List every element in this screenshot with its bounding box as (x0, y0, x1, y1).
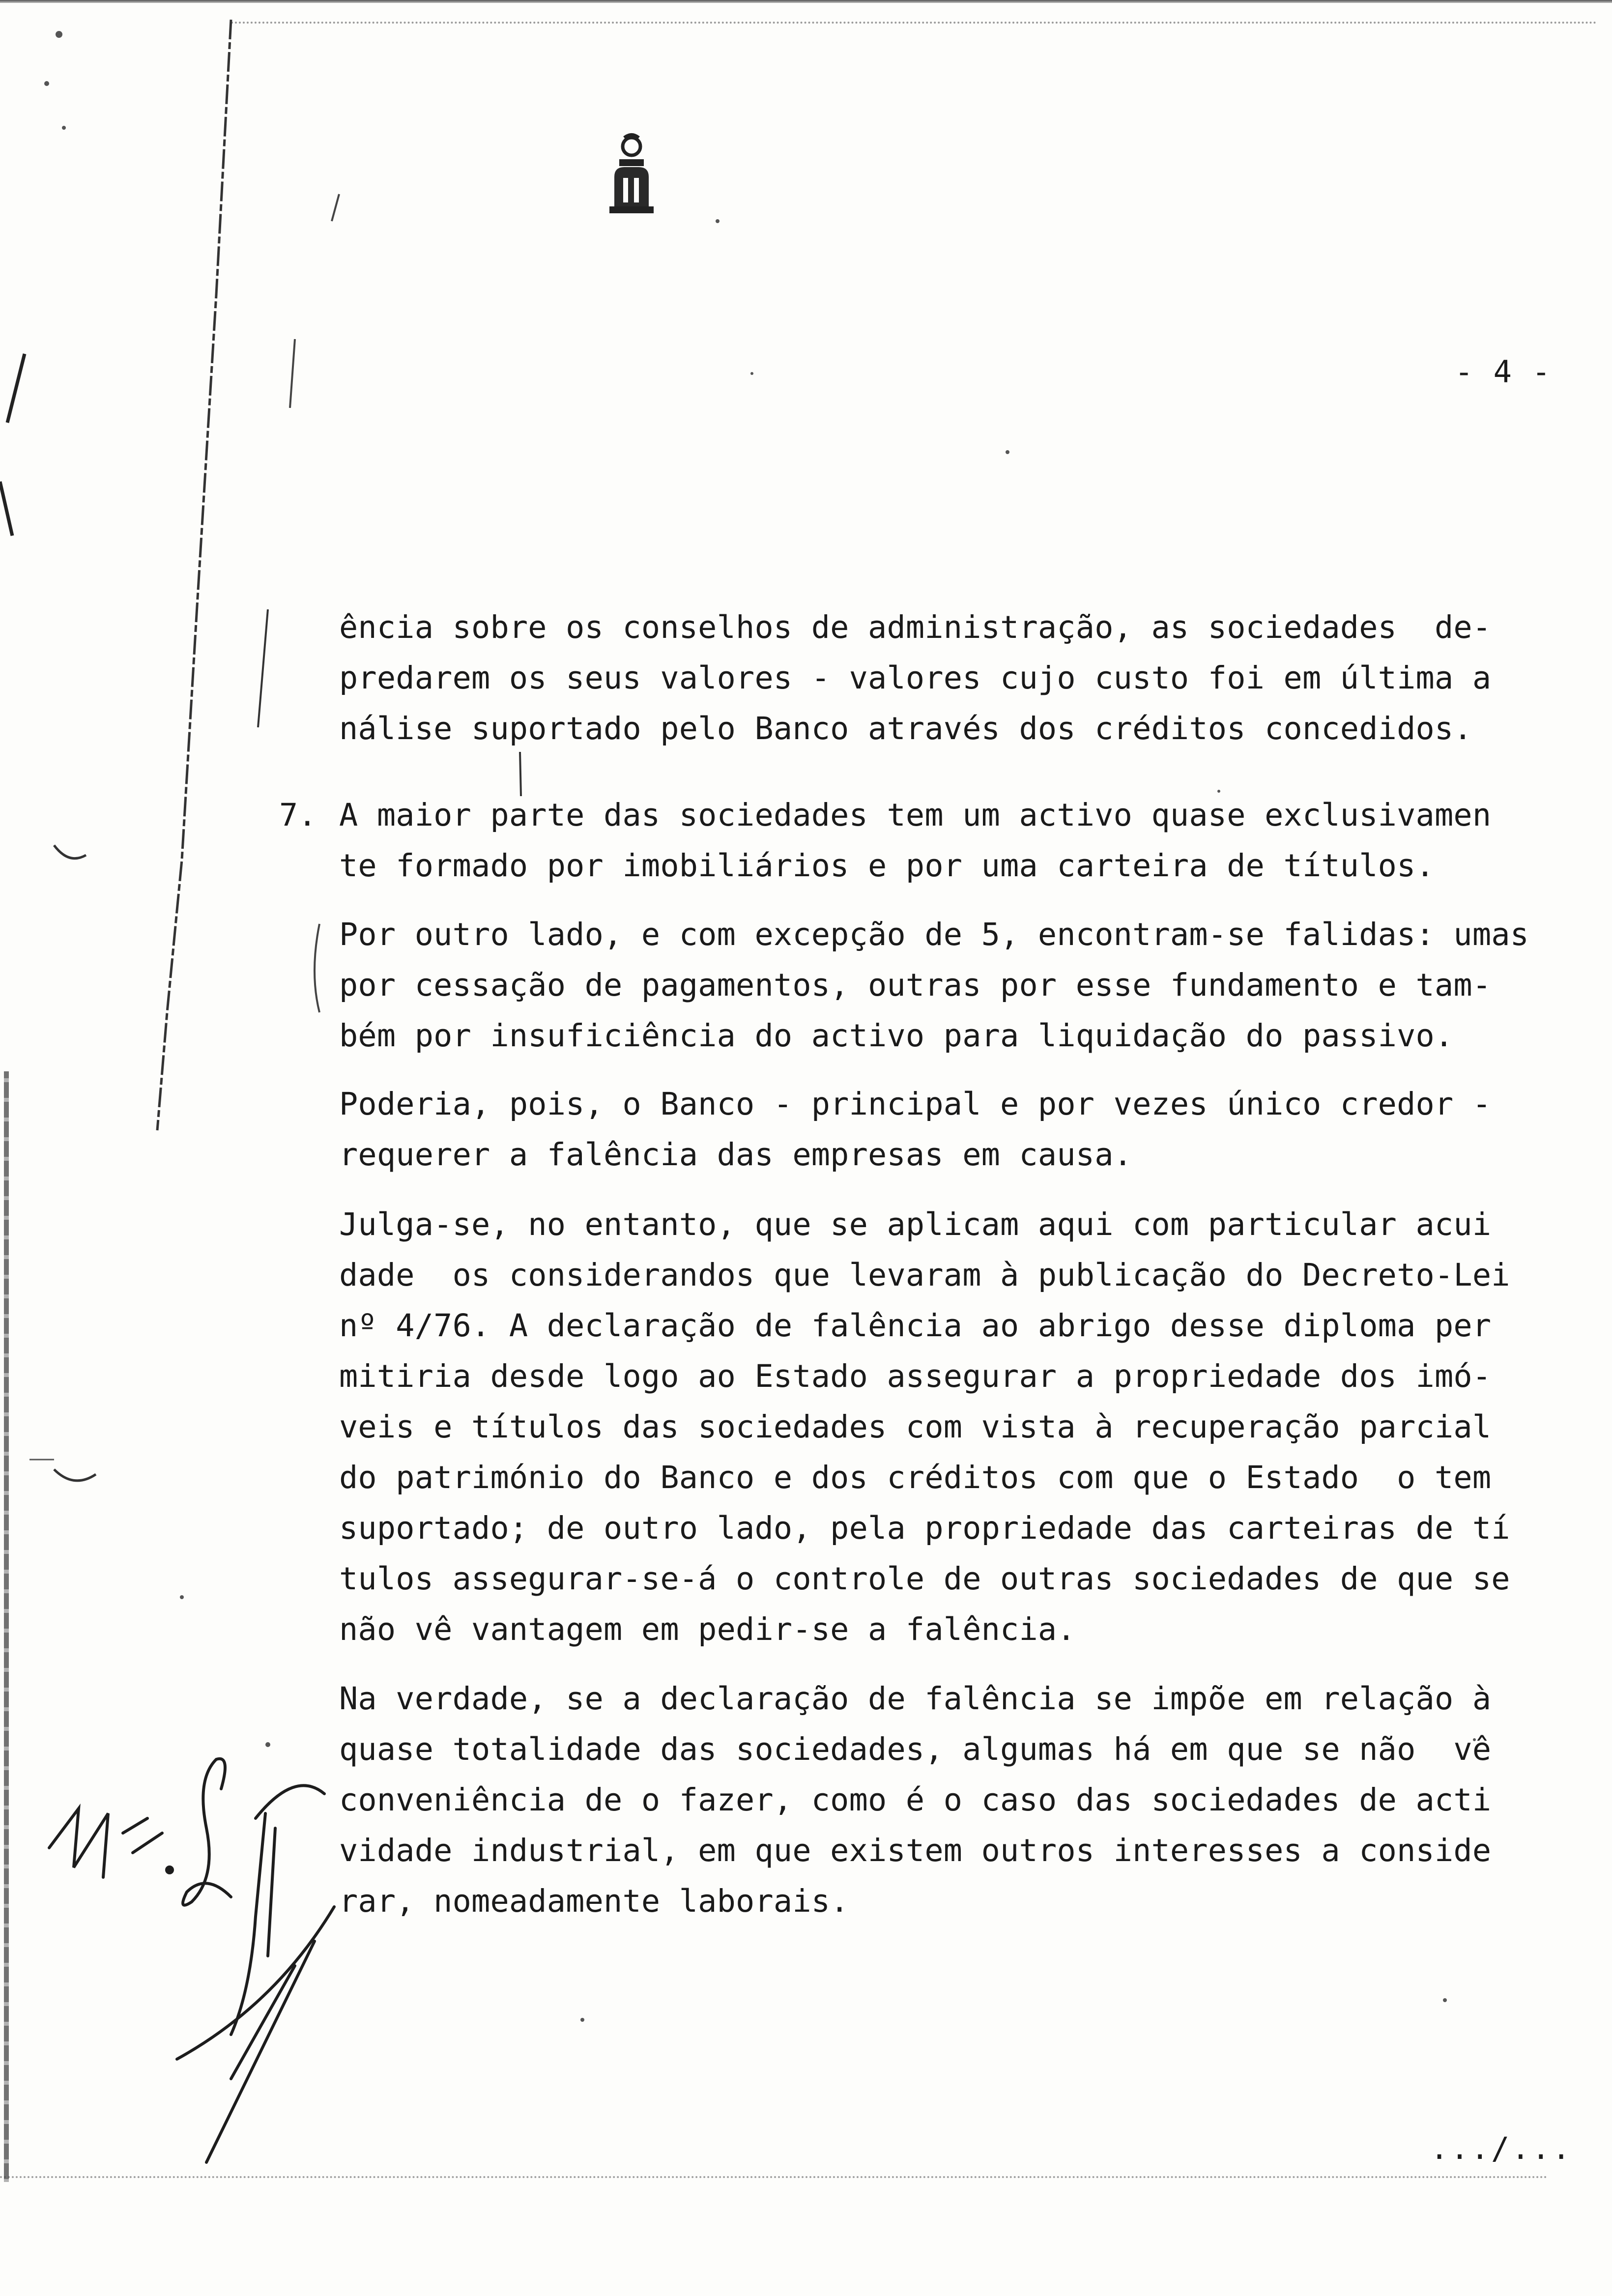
text-line: nálise suportado pelo Banco através dos créditos concedidos. (339, 710, 1472, 746)
margin-mark-slash (7, 354, 25, 423)
text-line: rar, nomeadamente laborais. (339, 1883, 849, 1919)
text-line: não vê vantagem em pedir-se a falência. (339, 1611, 1076, 1647)
paragraph-3 (339, 909, 1568, 1061)
text-line: predarem os seus valores - valores cujo custo foi em última a (339, 660, 1492, 696)
paragraph-4 (339, 1079, 1568, 1180)
text-line: tulos assegurar-se-á o controle de outras sociedades de que se (339, 1560, 1510, 1597)
text-line: dade os considerandos que levaram à publicação do Decreto-Lei (339, 1257, 1510, 1293)
text-line: mitiria desde logo ao Estado assegurar a propriedade dos imó- (339, 1358, 1492, 1394)
paragraph-5 (339, 1199, 1568, 1655)
page-number: - 4 - (1455, 354, 1552, 390)
text-line: bém por insuficiência do activo para liquidação do passivo. (339, 1017, 1454, 1054)
margin-mark-line (290, 339, 295, 408)
text-line: suportado; de outro lado, pela propriedade das carteiras de tí (339, 1510, 1510, 1546)
institution-emblem (604, 133, 659, 216)
paragraph-1 (339, 602, 1568, 754)
text-line: ência sobre os conselhos de administração, as sociedades de- (339, 609, 1492, 645)
item-number: 7. (279, 797, 317, 833)
continuation-mark: .../... (1430, 2130, 1573, 2166)
margin-mark-short (332, 194, 339, 221)
text-line: veis e títulos das sociedades com vista à recuperação parcial (339, 1408, 1492, 1445)
text-line: requerer a falência das empresas em causa. (339, 1136, 1133, 1173)
text-line: quase totalidade das sociedades, algumas há em que se não vê (339, 1731, 1492, 1767)
margin-mark-vertical (258, 609, 268, 727)
text-line: por cessação de pagamentos, outras por esse fundamento e tam- (339, 967, 1492, 1003)
text-line: conveniência de o fazer, como é o caso das sociedades de acti (339, 1781, 1492, 1818)
text-line: Poderia, pois, o Banco - principal e por vezes único credor - (339, 1086, 1492, 1122)
text-line: Julga-se, no entanto, que se aplicam aqui com particular acui (339, 1206, 1492, 1242)
margin-curve-1 (54, 845, 86, 859)
margin-paren (315, 924, 319, 1012)
text-line: do património do Banco e dos créditos com que o Estado o tem (339, 1459, 1492, 1495)
paragraph-6 (339, 1673, 1568, 1926)
margin-mark-backslash (0, 482, 12, 536)
text-line: vidade industrial, em que existem outros interesses a conside (339, 1832, 1492, 1868)
margin-line (157, 20, 231, 1130)
handwritten-initials (49, 1759, 334, 2162)
text-line: Na verdade, se a declaração de falência se impõe em relação à (339, 1680, 1492, 1717)
paragraph-2 (339, 790, 1568, 891)
text-line: te formado por imobiliários e por uma carteira de títulos. (339, 847, 1435, 884)
text-line: nº 4/76. A declaração de falência ao abrigo desse diploma per (339, 1307, 1492, 1344)
margin-curve-2 (54, 1469, 96, 1481)
text-line: A maior parte das sociedades tem um activo quase exclusivamen (339, 797, 1492, 833)
text-line: Por outro lado, e com excepção de 5, encontram-se falidas: umas (339, 916, 1529, 952)
